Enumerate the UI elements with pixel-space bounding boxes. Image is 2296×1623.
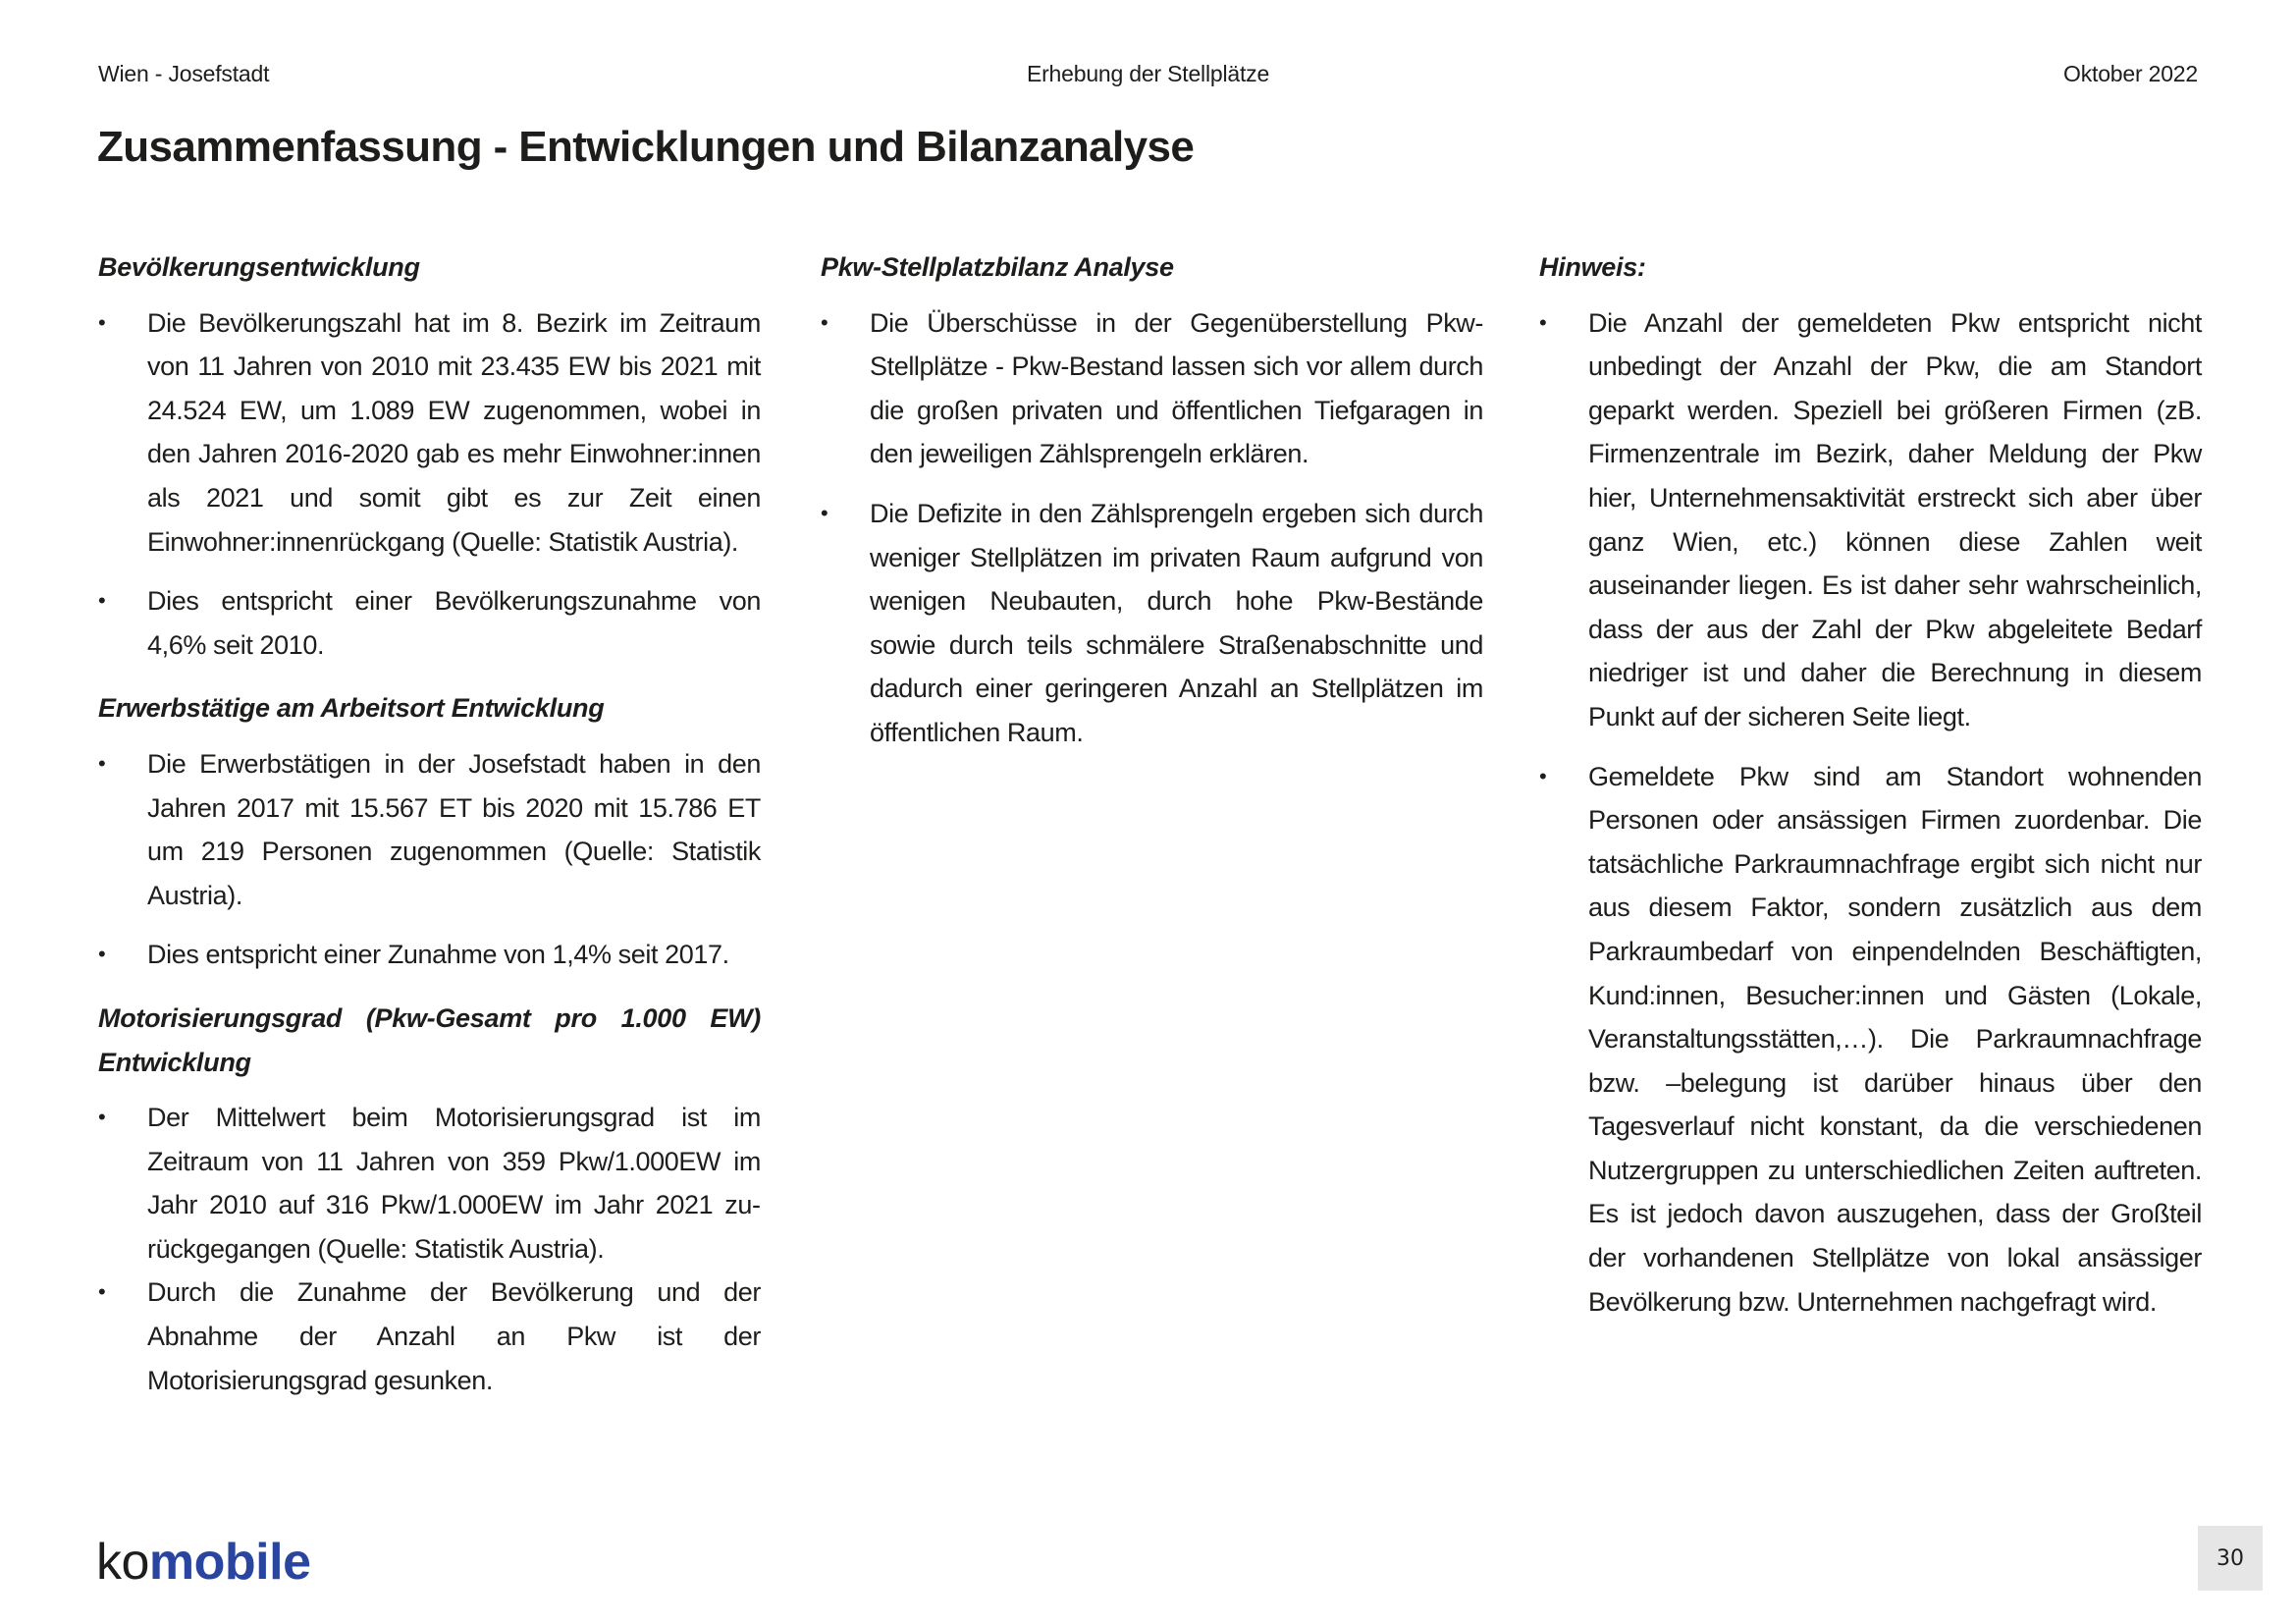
section-heading-motorization: Motorisierungsgrad (Pkw-Gesamt pro 1.000 EW) Entwicklung [98, 1002, 761, 1077]
bullet-icon: • [98, 1105, 106, 1130]
page-number: 30 [2216, 1545, 2244, 1571]
bullet-list-motorization [98, 1096, 761, 1402]
section-heading-population: Bevölkerungsentwicklung [98, 252, 420, 282]
bullet-icon: • [98, 1279, 106, 1305]
section-heading-parking-balance: Pkw-Stellplatzbilanz Analyse [821, 252, 1174, 282]
list-item-text: Die Bevölkerungszahl hat im 8. Bezirk im Zeitraum von 11 Jahren von 2010 mit 23.435 EW bis 2021 mit 24.524 EW, um 1.089 EW zugenommen, wobei in den Jahren 2016-2020 gab es mehr Einwohner:innen als 2021 und somit gibt es zur Zeit einen Einwohner:innenrückgang (Quelle: Statistik Austria). [147, 307, 761, 557]
bullet-icon: • [821, 500, 828, 525]
logo-text-mobile: mobile [148, 1534, 311, 1591]
bullet-icon: • [98, 588, 106, 614]
bullet-icon: • [1539, 309, 1547, 335]
list-item [98, 301, 761, 565]
list-item [98, 742, 761, 917]
bullet-list-parking-balance [821, 301, 1483, 755]
page-number-badge [2198, 1526, 2263, 1591]
header-date: Oktober 2022 [2063, 61, 2198, 86]
section-heading-note: Hinweis: [1539, 252, 1646, 282]
list-item [98, 579, 761, 667]
list-item-text: Dies entspricht einer Zunahme von 1,4% seit 2017. [147, 940, 729, 970]
header-document-title: Erhebung der Stellplätze [1026, 61, 1270, 86]
section-heading-employment: Erwerbstätige am Arbeitsort Entwicklung [98, 693, 605, 724]
list-item [821, 301, 1483, 476]
column-middle [821, 245, 1483, 771]
list-item [1539, 755, 2202, 1325]
list-item [98, 1271, 761, 1402]
list-item-text: Dies entspricht einer Bevölkerungszunahme von 4,6% seit 2010. [147, 586, 761, 660]
komobile-logo [96, 1533, 311, 1592]
bullet-list-employment [98, 742, 761, 977]
bullet-icon: • [821, 309, 828, 335]
page-title: Zusammenfassung - Entwicklungen und Bilanzanalyse [97, 123, 1195, 171]
column-right [1539, 245, 2202, 1339]
list-item-text: Gemeldete Pkw sind am Standort wohnenden Personen oder ansässigen Firmen zuordenbar. Die tatsächliche Parkraumnachfrage ergibt sich nicht nur aus diesem Faktor, sondern zusätzlich aus dem Parkraumbedarf von einpendelnden Beschäftigten, Kund:innen, Besucher:innen und Gästen (Lokale, Veranstaltungsstätten,…). Die Parkraumnachfrage bzw. –belegung ist darüber hinaus über den Tagesverlauf nicht konstant, da die verschiedenen Nutzergruppen zu unterschiedlichen Zeiten auftreten. Es ist jedoch davon auszugehen, dass der Großteil der vorhandenen Stellplätze von lokal ansässiger Bevölkerung bzw. Unternehmen nachgefragt wird. [1588, 761, 2202, 1317]
list-item-text: Die Defizite in den Zählsprengeln ergeben sich durch weniger Stellplätzen im privaten Raum aufgrund von wenigen Neubauten, durch hohe Pkw-Bestände sowie durch teils schmälere Straßenabschnitte und dadurch einer geringeren Anzahl an Stellplätzen im öffentlichen Raum. [870, 498, 1483, 747]
list-item [98, 1096, 761, 1271]
list-item-text: Der Mittelwert beim Motorisierungsgrad ist im Zeitraum von 11 Jahren von 359 Pkw/1.000EW im Jahr 2010 auf 316 Pkw/1.000EW im Jahr 2021 zurückgegangen (Quelle: Statistik Austria). [147, 1103, 761, 1264]
bullet-icon: • [98, 942, 106, 967]
list-item-text: Die Anzahl der gemeldeten Pkw entspricht nicht unbedingt der Anzahl der Pkw, die am Standort geparkt werden. Speziell bei größeren Firmen (zB. Firmenzentrale im Bezirk, daher Meldung der Pkw hier, Unternehmensaktivität erstreckt sich aber über ganz Wien, etc.) können diese Zahlen weit auseinander liegen. Es ist daher sehr wahrscheinlich, dass der aus der Zahl der Pkw abgeleitete Bedarf niedriger ist und daher die Berechnung in diesem Punkt auf der sicheren Seite liegt. [1588, 307, 2202, 731]
bullet-icon: • [1539, 763, 1547, 788]
bullet-icon: • [98, 750, 106, 776]
bullet-list-note [1539, 301, 2202, 1325]
header-location: Wien - Josefstadt [98, 61, 270, 86]
list-item-text: Die Überschüsse in der Gegenüberstellung Pkw-Stellplätze - Pkw-Bestand lassen sich vor allem durch die großen privaten und öffentlichen Tiefgaragen in den jeweiligen Zählsprengeln erklären. [870, 307, 1483, 469]
list-item-text: Die Erwerbstätigen in der Josefstadt haben in den Jahren 2017 mit 15.567 ET bis 2020 mit 15.786 ET um 219 Personen zugenommen (Quelle: Statistik Austria). [147, 748, 761, 910]
list-item-text: Durch die Zunahme der Bevölkerung und der Abnahme der Anzahl an Pkw ist der Motorisierungsgrad gesunken. [147, 1277, 761, 1395]
list-item [1539, 301, 2202, 739]
column-left [98, 245, 761, 1418]
logo-text-ko: ko [96, 1534, 149, 1591]
bullet-list-population [98, 301, 761, 668]
list-item [98, 933, 761, 977]
bullet-icon: • [98, 309, 106, 335]
list-item [821, 492, 1483, 755]
